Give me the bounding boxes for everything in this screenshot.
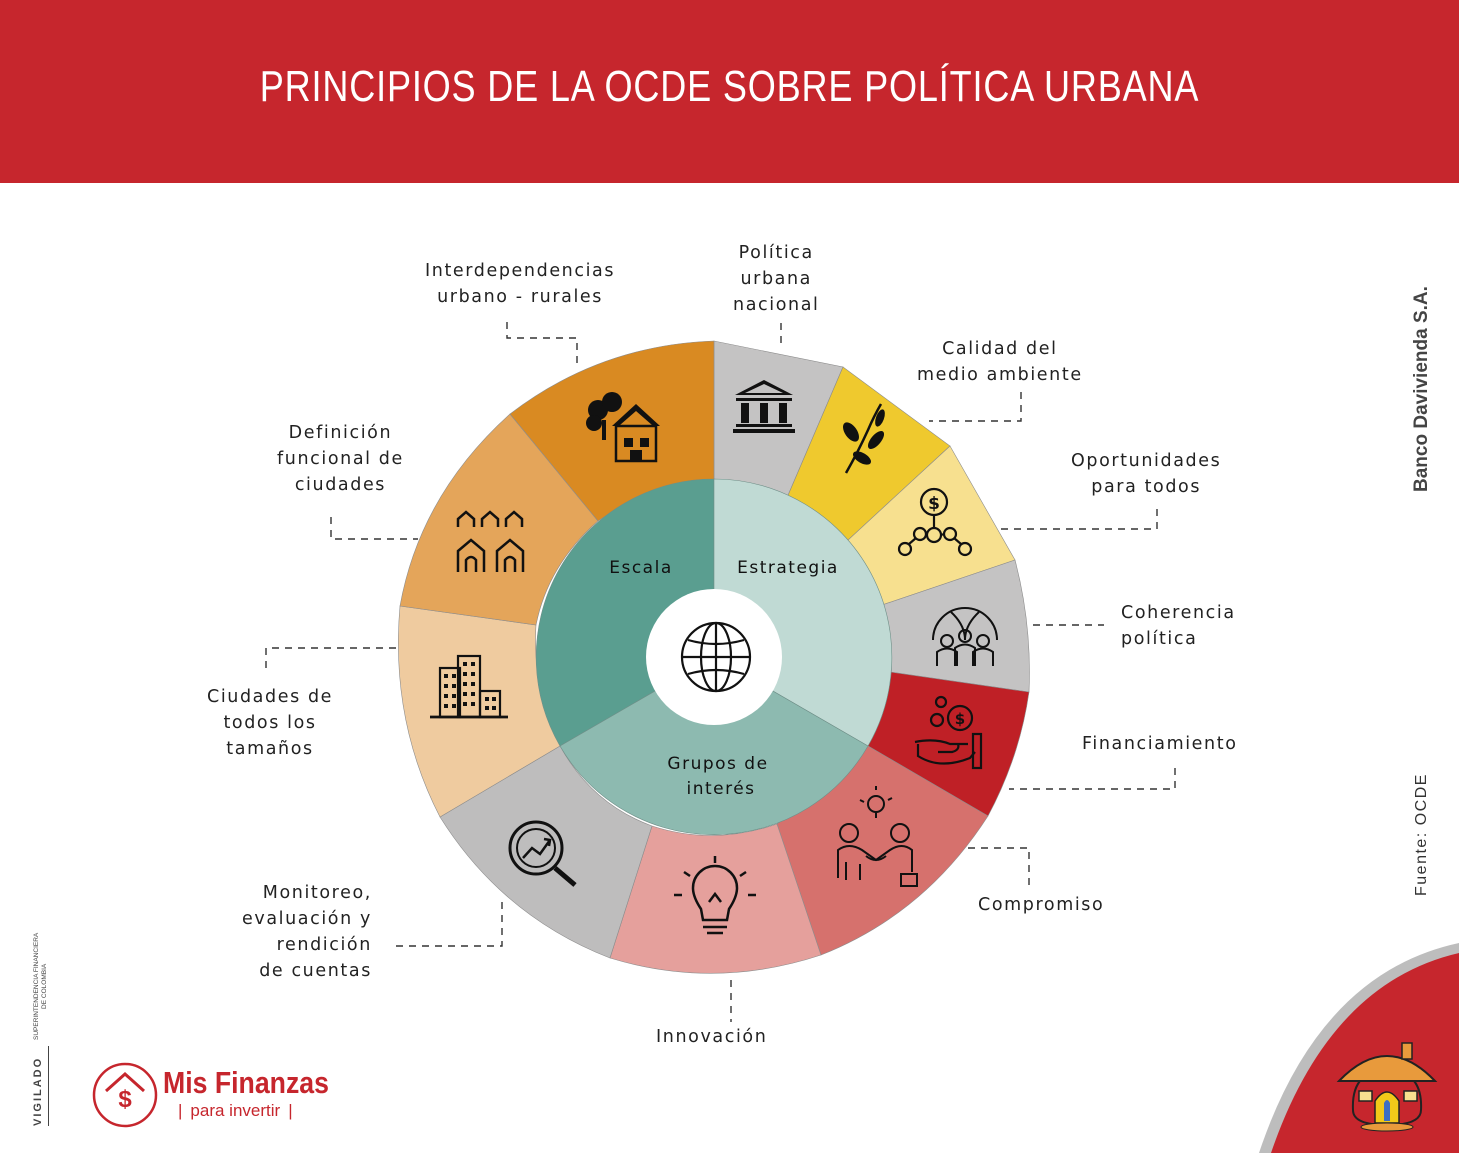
- svg-text:$: $: [928, 494, 940, 514]
- svg-text:$: $: [954, 710, 966, 728]
- mis-finanzas-logo-icon: [91, 1061, 159, 1129]
- label-calidad-ambiente: Calidad del medio ambiente: [917, 339, 1083, 385]
- label-compromiso: Compromiso: [978, 895, 1105, 915]
- label-oportunidades: Oportunidades para todos: [1071, 451, 1222, 497]
- vigilado-label: VIGILADO: [32, 1056, 44, 1126]
- label-coherencia: Coherencia política: [1121, 603, 1236, 649]
- superintendencia-label: SUPERINTENDENCIA FINANCIERA DE COLOMBIA: [33, 932, 48, 1040]
- page-title: PRINCIPIOS DE LA OCDE SOBRE POLÍTICA URBANA: [259, 62, 1200, 111]
- label-interdependencias: Interdependencias urbano - rurales: [425, 261, 616, 307]
- label-monitoreo: Monitoreo, evaluación y rendición de cuentas: [242, 883, 372, 981]
- brand-name: Mis Finanzas: [163, 1065, 329, 1100]
- bank-name: Banco Davivienda S.A.: [1411, 286, 1432, 492]
- label-politica-urbana: Política urbana nacional: [733, 243, 820, 315]
- label-escala: Escala: [609, 558, 673, 578]
- globe-icon: [682, 623, 750, 691]
- label-definicion-funcional: Definición funcional de ciudades: [277, 423, 404, 495]
- label-grupos-line-1: Grupos de: [667, 754, 769, 774]
- corner-decoration: [1259, 933, 1459, 1153]
- source-note: Fuente: OCDE: [1413, 773, 1430, 896]
- vigilado-divider: [48, 1046, 49, 1126]
- brand-tagline: | para invertir |: [178, 1101, 293, 1120]
- svg-text:$: $: [118, 1086, 132, 1113]
- label-innovacion: Innovación: [656, 1027, 768, 1047]
- label-financiamiento: Financiamiento: [1082, 734, 1238, 754]
- label-estrategia: Estrategia: [737, 558, 839, 578]
- label-grupos-line-2: interés: [686, 779, 756, 799]
- label-ciudades-tamanos: Ciudades de todos los tamaños: [207, 687, 334, 759]
